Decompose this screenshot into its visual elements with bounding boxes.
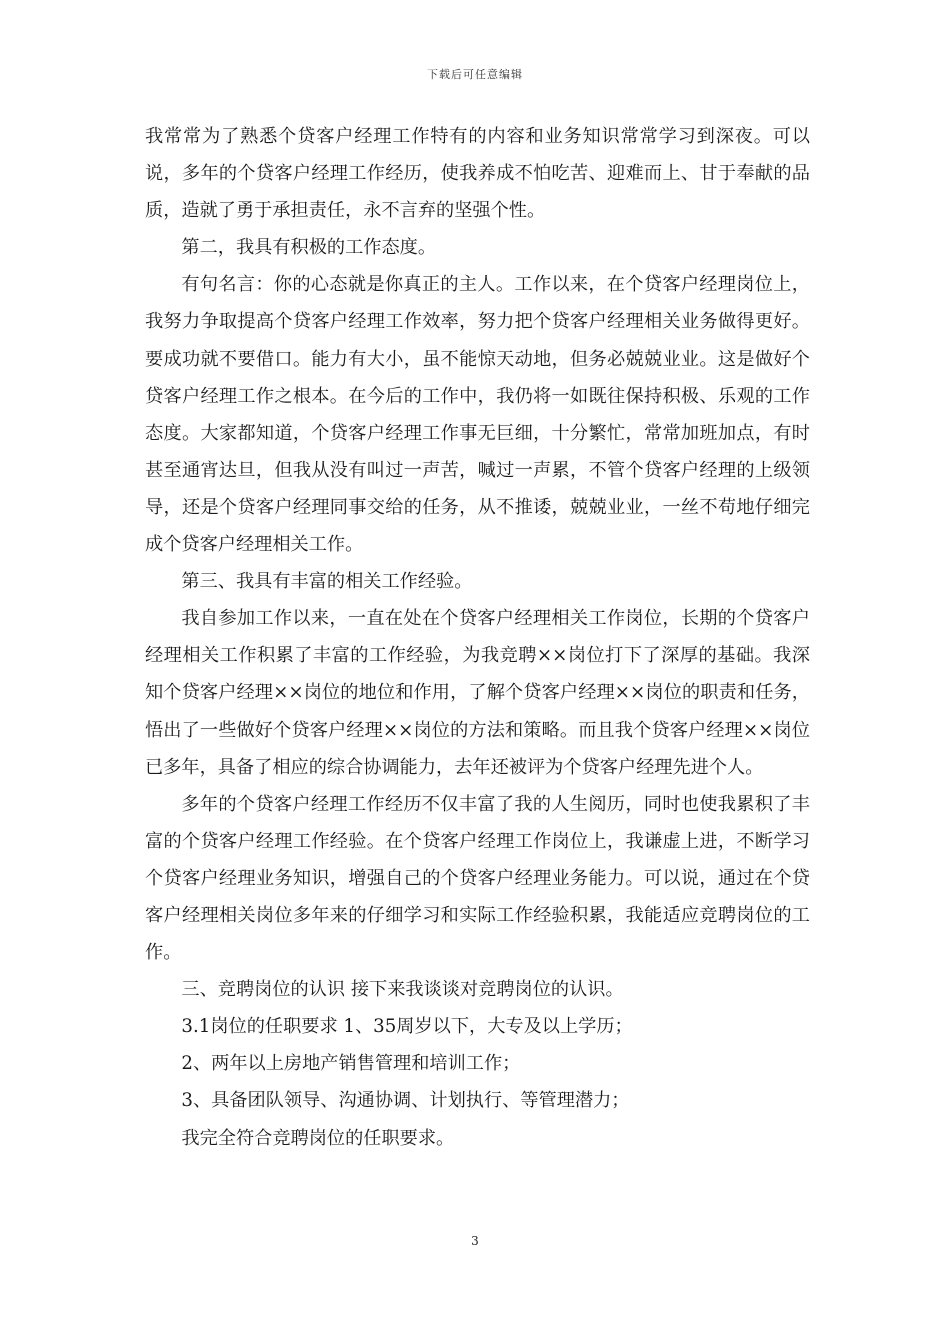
page-number: 3 — [471, 1234, 479, 1248]
page-header: 下载后可任意编辑 — [427, 68, 523, 81]
paragraph: 我自参加工作以来，一直在处在个贷客户经理相关工作岗位，长期的个贷客户经理相关工作积累了丰富的工作经验，为我竞聘××岗位打下了深厚的基础。我深知个贷客户经理××岗位的地位和作用，了解个贷客户经理××岗位的职责和任务，悟出了一些做好个贷客户经理××岗位的方法和策略。而且我个贷客户经理××岗位已多年，具备了相应的综合协调能力，去年还被评为个贷客户经理先进个人。 — [145, 608, 810, 778]
paragraph: 第三、我具有丰富的相关工作经验。 — [181, 571, 473, 593]
paragraph: 多年的个贷客户经理工作经历不仅丰富了我的人生阅历，同时也使我累积了丰富的个贷客户经理工作经验。在个贷客户经理工作岗位上，我谦虚上进，不断学习个贷客户经理业务知识，增强自己的个贷客户经理业务能力。可以说，通过在个贷客户经理相关岗位多年来的仔细学习和实际工作经验积累，我能适应竞聘岗位的工作。 — [145, 793, 810, 964]
requirement-item: 3、具备团队领导、沟通协调、计划执行、等管理潜力； — [181, 1090, 630, 1112]
requirement-item: 2、两年以上房地产销售管理和培训工作； — [181, 1053, 521, 1075]
paragraph: 有句名言：你的心态就是你真正的主人。工作以来，在个贷客户经理岗位上，我努力争取提高个贷客户经理工作效率，努力把个贷客户经理相关业务做得更好。要成功就不要借口。能力有大小，虽不能惊天动地，但务必兢兢业业。这是做好个贷客户经理工作之根本。在今后的工作中，我仍将一如既往保持积极、乐观的工作态度。大家都知道，个贷客户经理工作事无巨细，十分繁忙，常常加班加点，有时甚至通宵达旦，但我从没有叫过一声苦，喊过一声累，不管个贷客户经理的上级领导，还是个贷客户经理同事交给的任务，从不推诿，兢兢业业，一丝不苟地仔细完成个贷客户经理相关工作。 — [145, 274, 810, 556]
document-body — [145, 118, 810, 1157]
paragraph: 第二，我具有积极的工作态度。 — [181, 237, 437, 259]
requirement-item: 3.1岗位的任职要求 1、35周岁以下，大专及以上学历； — [181, 1016, 633, 1038]
paragraph: 我常常为了熟悉个贷客户经理工作特有的内容和业务知识常常学习到深夜。可以说，多年的个贷客户经理工作经历，使我养成不怕吃苦、迎难而上、甘于奉献的品质，造就了勇于承担责任，永不言弃的坚强个性。 — [145, 126, 810, 222]
section-heading: 三、竞聘岗位的认识 接下来我谈谈对竞聘岗位的认识。 — [181, 979, 624, 1001]
paragraph: 我完全符合竞聘岗位的任职要求。 — [181, 1127, 455, 1149]
